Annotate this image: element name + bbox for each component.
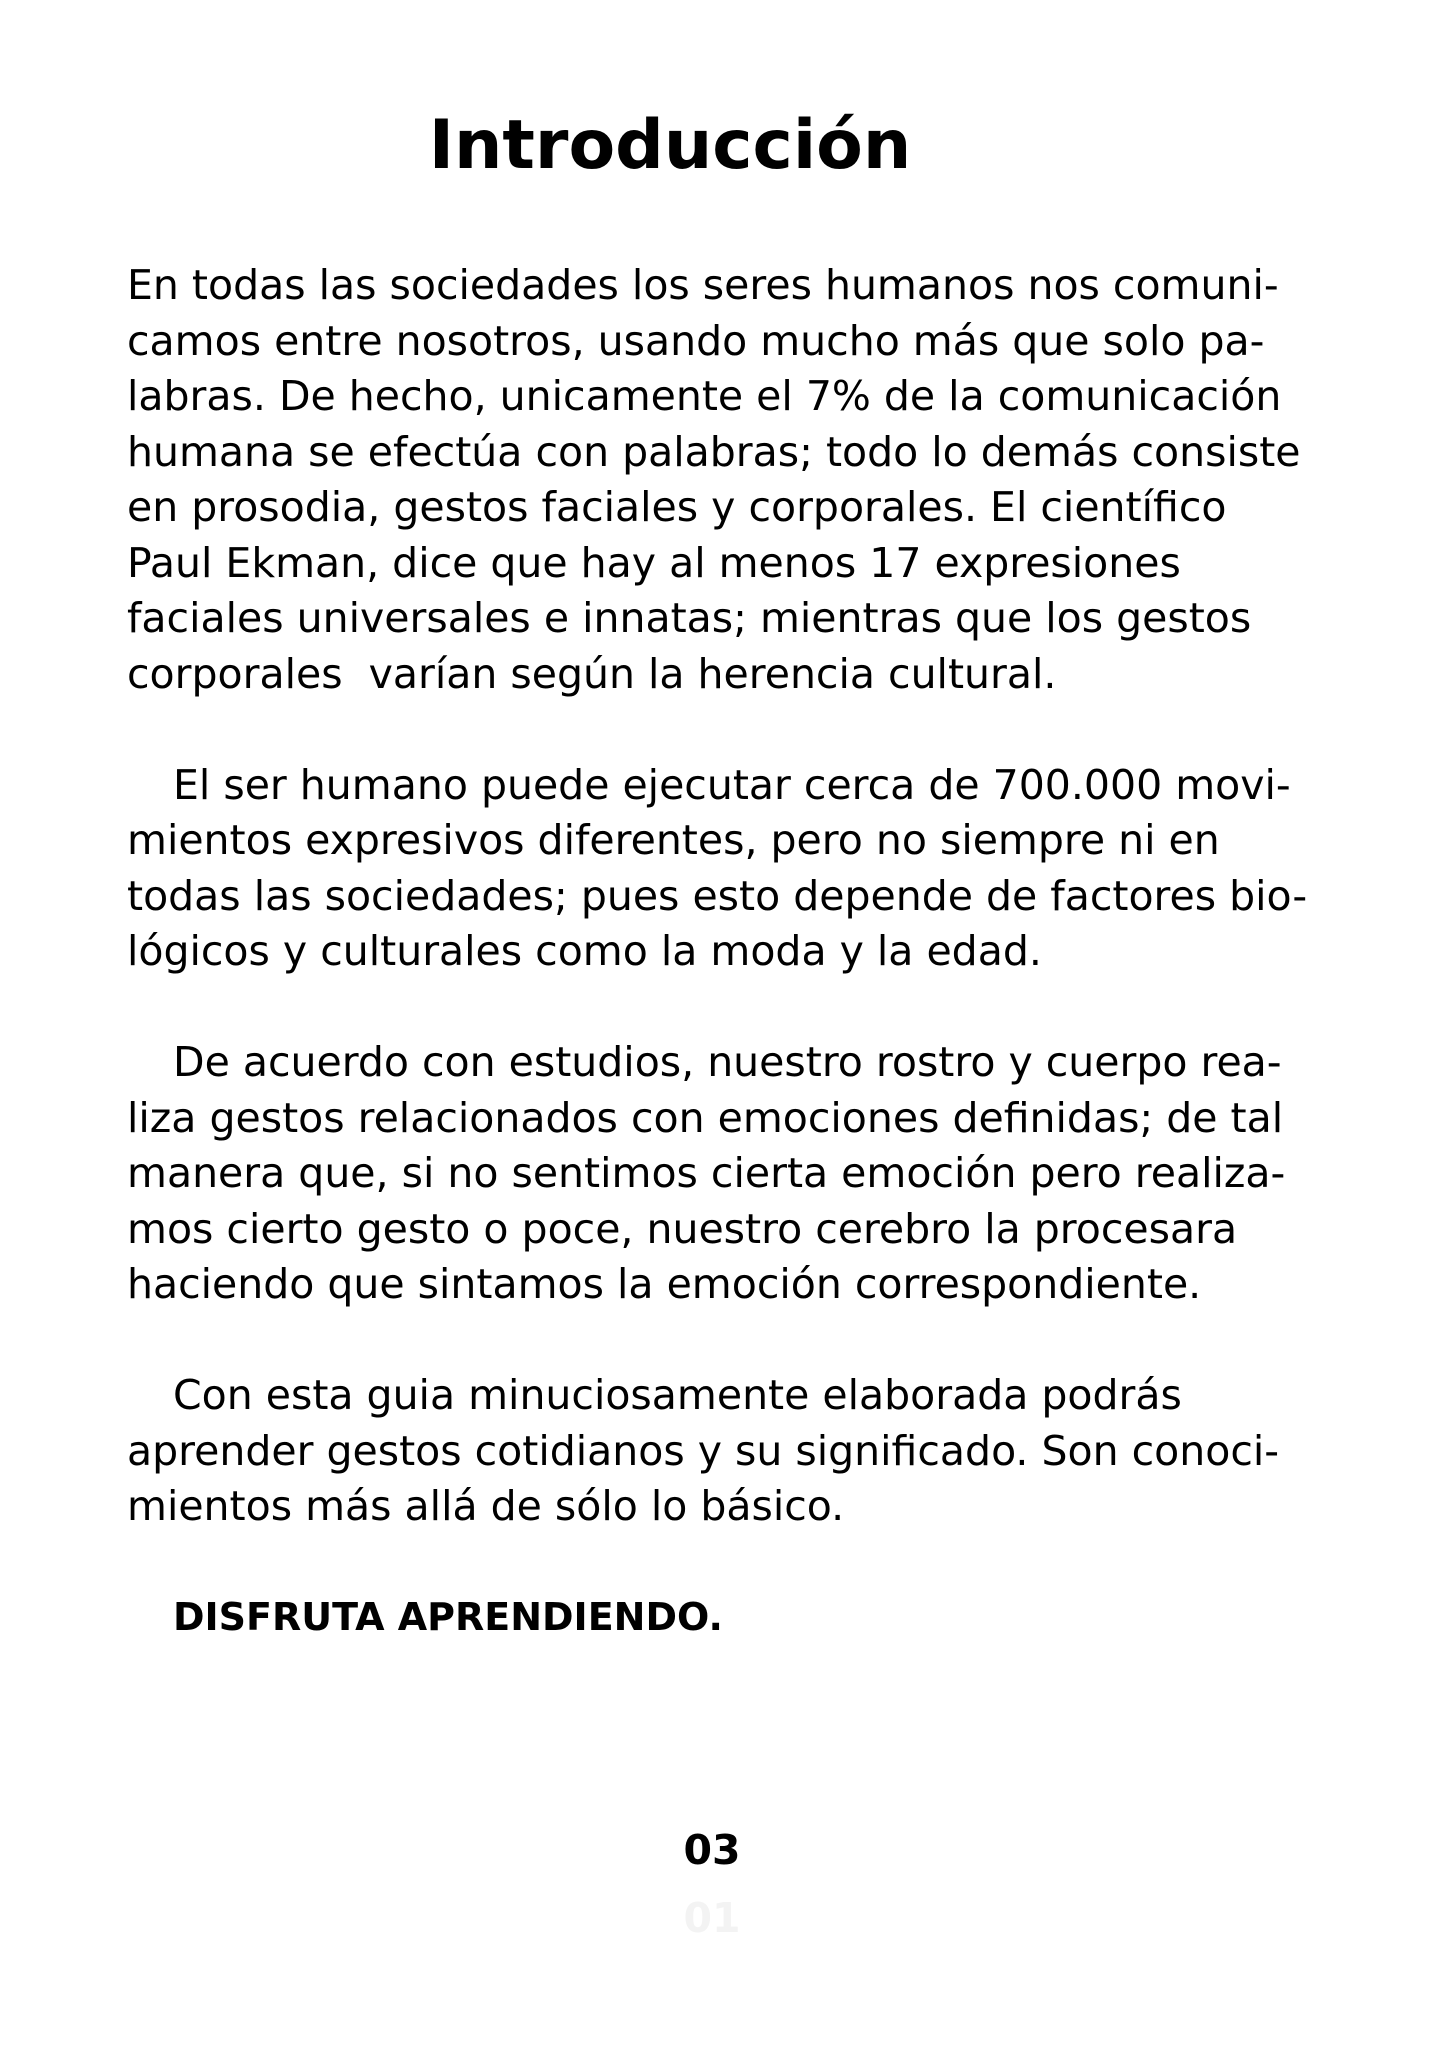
text-line: mientos más allá de sólo lo básico.	[127, 1482, 845, 1530]
paragraph-3	[127, 1035, 1397, 1313]
text-line: Paul Ekman, dice que hay al menos 17 expresiones	[127, 538, 1181, 587]
text-line: mientos expresivos diferentes, pero no siempre ni en	[127, 816, 1220, 864]
text-line: aprender gestos cotidianos y su significado. Son conoci-	[127, 1426, 1280, 1475]
text-line: todas las sociedades; pues esto depende de factores bio-	[127, 871, 1308, 920]
text-line: lógicos y culturales como la moda y la edad.	[127, 927, 1042, 975]
paragraph-4	[127, 1368, 1397, 1535]
text-line: labras. De hecho, unicamente el 7% de la comunicación	[127, 372, 1282, 420]
page-number: 03	[683, 1826, 741, 1874]
paragraph-2	[127, 758, 1397, 980]
text-line: corporales varían según la herencia cultural.	[127, 649, 1057, 698]
text-line: Con esta guia minuciosamente elaborada podrás	[173, 1371, 1182, 1419]
ghost-page-number: 01	[683, 1894, 741, 1942]
text-line: De acuerdo con estudios, nuestro rostro y cuerpo rea-	[173, 1038, 1282, 1086]
text-line: haciendo que sintamos la emoción correspondiente.	[127, 1260, 1202, 1308]
text-line: en prosodia, gestos faciales y corporales. El científico	[127, 483, 1227, 531]
text-line: En todas las sociedades los seres humanos nos comuni-	[127, 261, 1279, 309]
body-text	[127, 258, 1397, 1646]
paragraph-1	[127, 258, 1397, 702]
closing-statement: DISFRUTA APRENDIENDO.	[173, 1595, 723, 1639]
text-line: humana se efectúa con palabras; todo lo demás consiste	[127, 427, 1301, 476]
text-line: camos entre nosotros, usando mucho más que solo pa-	[127, 316, 1265, 365]
text-line: liza gestos relacionados con emociones definidas; de tal	[127, 1093, 1284, 1142]
text-line: El ser humano puede ejecutar cerca de 700.000 movi-	[173, 760, 1291, 809]
page-title: Introducción	[428, 106, 912, 185]
text-line: faciales universales e innatas; mientras que los gestos	[127, 594, 1252, 642]
text-line: mos cierto gesto o poce, nuestro cerebro la procesara	[127, 1204, 1238, 1253]
text-line: manera que, si no sentimos cierta emoción pero realiza-	[127, 1149, 1286, 1197]
